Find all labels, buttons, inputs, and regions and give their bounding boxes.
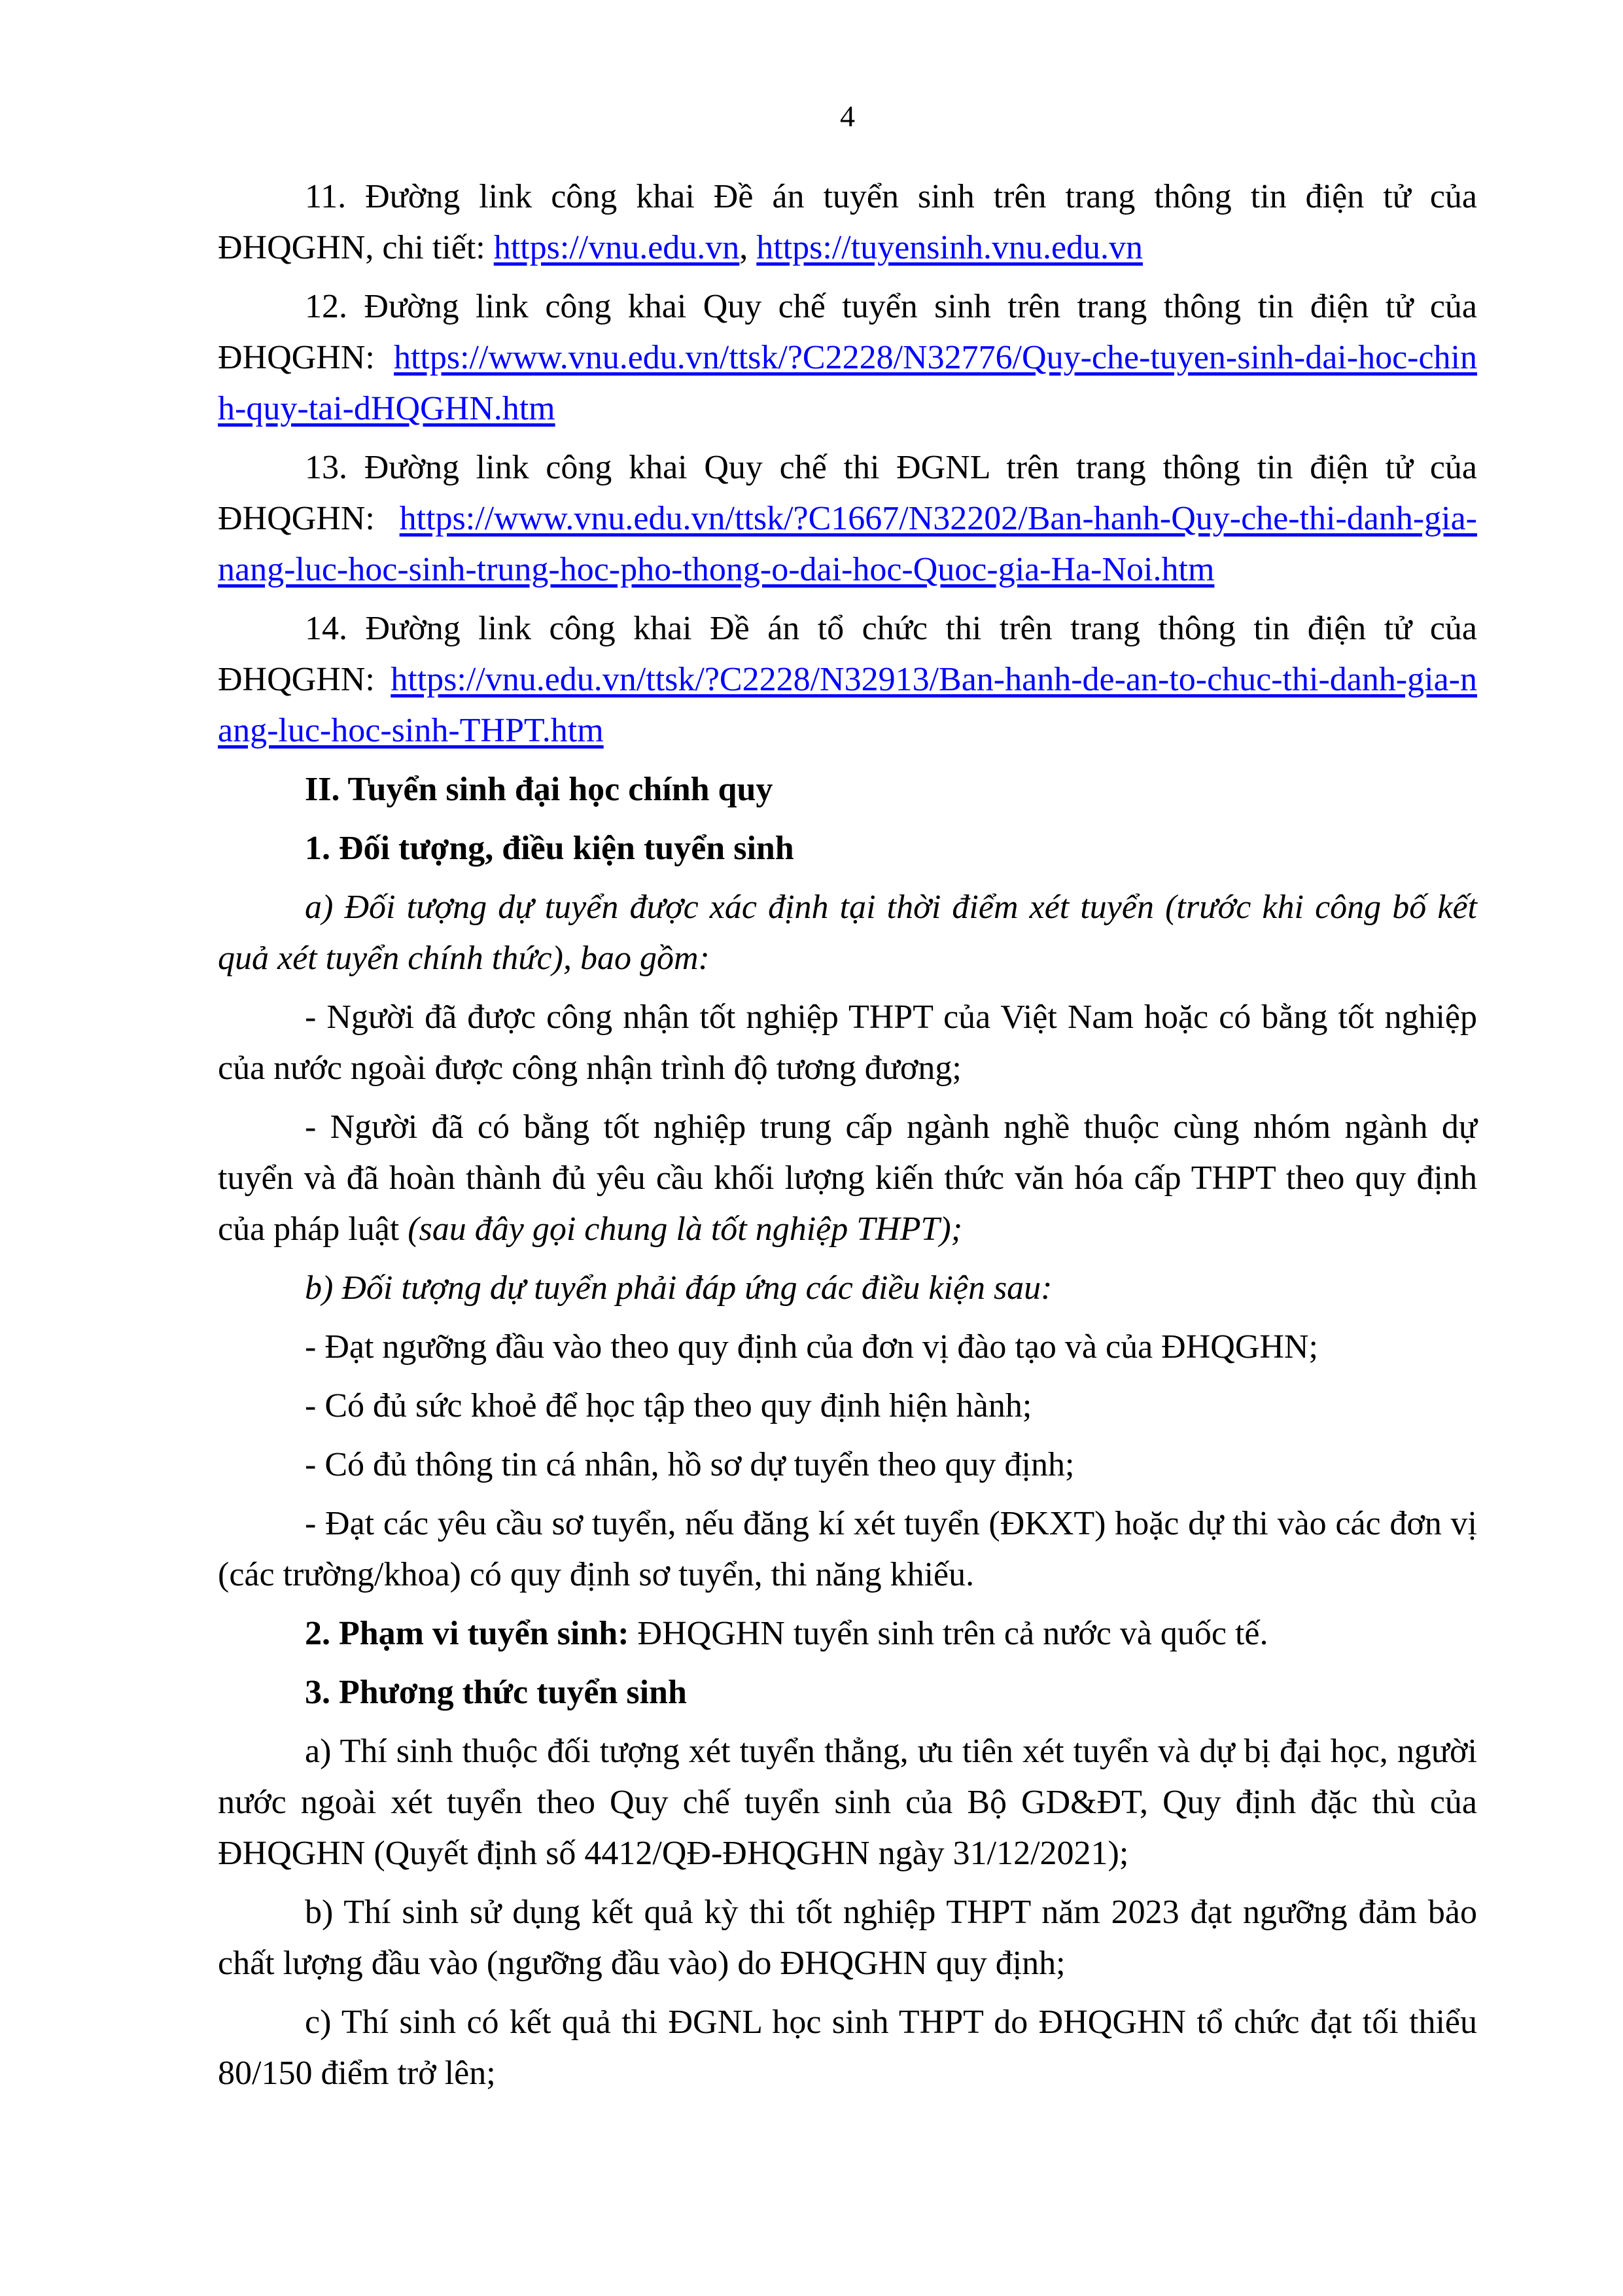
item-11-text: . Đường link công khai Đề án tuyển sinh trên trang thông tin điện tử của ĐHQGHN, chi tiết: (218, 178, 1477, 266)
section-heading-ii: II. Tuyển sinh đại học chính quy (305, 771, 773, 808)
page-content (218, 171, 1477, 2107)
criteria-a-intro: a) Đối tượng dự tuyển được xác định tại thời điểm xét tuyển (trước khi công bố kết quả xét tuyển chính thức), bao gồm: (218, 889, 1477, 977)
page-number: 4 (840, 99, 855, 133)
criteria-a-item-1: - Người đã được công nhận tốt nghiệp THPT của Việt Nam hoặc có bằng tốt nghiệp của nước ngoài được công nhận trình độ tương đương; (218, 998, 1477, 1087)
item-14-number: 14 (305, 610, 339, 647)
link-separator: , (739, 229, 757, 266)
criteria-a-item-2-text: - Người đã có bằng tốt nghiệp trung cấp ngành nghề thuộc cùng nhóm ngành dự tuyển và đã hoàn thành đủ yêu cầu khối lượng kiến thức văn hóa cấp THPT theo quy định của pháp luật (218, 1108, 1477, 1248)
link-vnu[interactable]: https://vnu.edu.vn (493, 229, 740, 266)
item-11-number: 11 (305, 178, 338, 215)
item-13-text: 13. Đường link công khai Quy chế thi ĐGNL trên trang thông tin điện tử của ĐHQGHN: (218, 449, 1477, 537)
subsection-heading-3: 3. Phương thức tuyển sinh (305, 1674, 687, 1711)
subsection-heading-1: 1. Đối tượng, điều kiện tuyển sinh (305, 830, 794, 867)
criteria-b-item: - Có đủ thông tin cá nhân, hồ sơ dự tuyển theo quy định; (305, 1446, 1075, 1483)
item-12-text: . Đường link công khai Quy chế tuyển sinh trên trang thông tin điện tử của ĐHQGHN: (218, 288, 1477, 376)
item-14 (218, 603, 1477, 756)
criteria-b-item: - Có đủ sức khoẻ để học tập theo quy định hiện hành; (305, 1387, 1032, 1424)
item-11 (218, 171, 1477, 274)
subsection-2-text: ĐHQGHN tuyển sinh trên cả nước và quốc tế. (629, 1615, 1268, 1652)
subsection-2 (218, 1608, 1477, 1659)
link-tuyensinh[interactable]: https://tuyensinh.vnu.edu.vn (756, 229, 1143, 266)
criteria-b-intro: b) Đối tượng dự tuyển phải đáp ứng các điều kiện sau: (305, 1269, 1053, 1307)
link-quy-che-tuyen-sinh[interactable]: https://www.vnu.edu.vn/ttsk/?C2228/N32776/Quy-che-tuyen-sinh-dai-hoc-chinh-quy-tai-dHQGHN.htm (218, 339, 1477, 427)
item-12-number: 12 (305, 288, 339, 325)
item-13 (218, 442, 1477, 595)
criteria-b-item: - Đạt các yêu cầu sơ tuyển, nếu đăng kí xét tuyển (ĐKXT) hoặc dự thi vào các đơn vị (các trường/khoa) có quy định sơ tuyển, thi năng khiếu. (218, 1505, 1477, 1593)
item-14-text: . Đường link công khai Đề án tổ chức thi trên trang thông tin điện tử của ĐHQGHN: (218, 610, 1477, 698)
criteria-a-item-2 (218, 1102, 1477, 1255)
method-item: a) Thí sinh thuộc đối tượng xét tuyển thẳng, ưu tiên xét tuyển và dự bị đại học, người nước ngoài xét tuyển theo Quy chế tuyển sinh của Bộ GD&ĐT, Quy định đặc thù của ĐHQGHN (Quyết định số 4412/QĐ-ĐHQGHN ngày 31/12/2021); (218, 1733, 1477, 1872)
subsection-heading-2: 2. Phạm vi tuyển sinh: (305, 1615, 629, 1652)
criteria-a-item-2-note: (sau đây gọi chung là tốt nghiệp THPT); (408, 1210, 963, 1248)
criteria-b-item: - Đạt ngưỡng đầu vào theo quy định của đơn vị đào tạo và của ĐHQGHN; (305, 1328, 1318, 1366)
link-de-an-to-chuc-thi[interactable]: https://vnu.edu.vn/ttsk/?C2228/N32913/Ban-hanh-de-an-to-chuc-thi-danh-gia-nang-luc-hoc-sinh-THPT.htm (218, 661, 1477, 749)
link-quy-che-thi-dgnl[interactable]: https://www.vnu.edu.vn/ttsk/?C1667/N32202/Ban-hanh-Quy-che-thi-danh-gia-nang-luc-hoc-sinh-trung-hoc-pho-thong-o-dai-hoc-Quoc-gia-Ha-Noi.htm (218, 500, 1477, 588)
method-item: b) Thí sinh sử dụng kết quả kỳ thi tốt nghiệp THPT năm 2023 đạt ngưỡng đảm bảo chất lượng đầu vào (ngưỡng đầu vào) do ĐHQGHN quy định; (218, 1894, 1477, 1982)
method-item: c) Thí sinh có kết quả thi ĐGNL học sinh THPT do ĐHQGHN tổ chức đạt tối thiểu 80/150 điểm trở lên; (218, 2004, 1477, 2092)
item-12 (218, 281, 1477, 434)
